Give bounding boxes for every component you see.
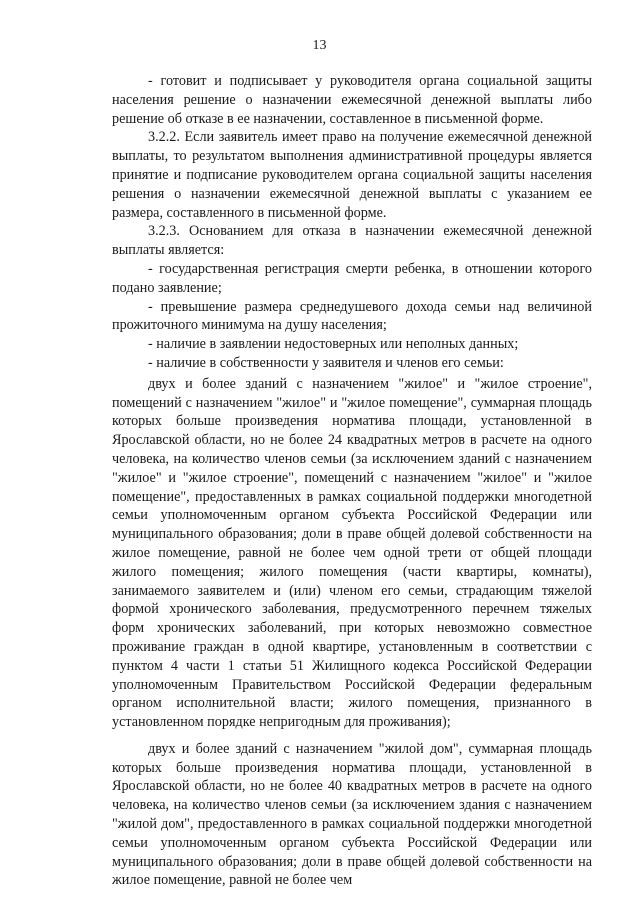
list-item-property-ownership: - наличие в собственности у заявителя и членов его семьи:: [148, 354, 504, 371]
list-item-income-excess: - превышение размера среднедушевого дохода семьи над величиной прожиточного минимума на душу населения;: [112, 298, 592, 334]
body-text: [112, 72, 592, 890]
paragraph-3-2-2: 3.2.2. Если заявитель имеет право на получение ежемесячной денежной выплаты, то результатом выполнения административной процедуры является принятие и подписание руководителем органа социальной защиты населения решения о назначении ежемесячной денежной выплаты с указанием ее размера, составленного в письменной форме.: [112, 129, 592, 221]
paragraph-3-2-3: 3.2.3. Основанием для отказа в назначении ежемесячной денежной выплаты является:: [112, 223, 592, 259]
list-item-death-registration: - государственная регистрация смерти ребенка, в отношении которого подано заявление;: [112, 260, 592, 296]
page-number: 13: [312, 38, 327, 53]
list-item-invalid-data: - наличие в заявлении недостоверных или неполных данных;: [148, 336, 519, 353]
paragraph-prepares-decision: - готовит и подписывает у руководителя органа социальной защиты населения решение о назначении ежемесячной денежной выплаты либо решение об отказе в ее назначении, составленное в письменной форме.: [112, 73, 592, 127]
paragraph-residential-buildings: двух и более зданий с назначением "жилое" и "жилое строение", помещений с назначением "жилое" и "жилое помещение", суммарная площадь которых больше произведения норматива площади, установленной в Ярославской области, но не более 24 квадратных метров в расчете на одного человека, на количество членов семьи (за исключением зданий с назначением "жилое" и "жилое строение", помещений с назначением "жилое" и "жилое помещение", предоставленных в рамках социальной поддержки многодетной семьи уполномоченным органом субъекта Российской Федерации или муниципального образования; доли в праве общей долевой собственности на жилое помещение, равной не более чем одной трети от общей площади жилого помещения; жилого помещения (части квартиры, комнаты), занимаемого заявителем и (или) членом его семьи, страдающим тяжелой формой хронического заболевания, предусмотренного перечнем тяжелых форм хронических заболеваний, при которых невозможно совместное проживание граждан в одной квартире, установленным в соответствии с пунктом 4 части 1 статьи 51 Жилищного кодекса Российской Федерации уполномоченным Правительством Российской Федерации федеральным органом исполнительной власти; жилого помещения, признанного в установленном порядке непригодным для проживания);: [112, 375, 592, 731]
paragraph-houses: двух и более зданий с назначением "жилой дом", суммарная площадь которых больше произведения норматива площади, установленной в Ярославской области, но не более 40 квадратных метров в расчете на одного человека, на количество членов семьи (за исключением здания с назначением "жилой дом", предоставленного в рамках социальной поддержки многодетной семьи уполномоченным органом субъекта Российской Федерации или муниципального образования; доли в праве общей долевой собственности на жилое помещение, равной не более чем: [112, 740, 592, 889]
